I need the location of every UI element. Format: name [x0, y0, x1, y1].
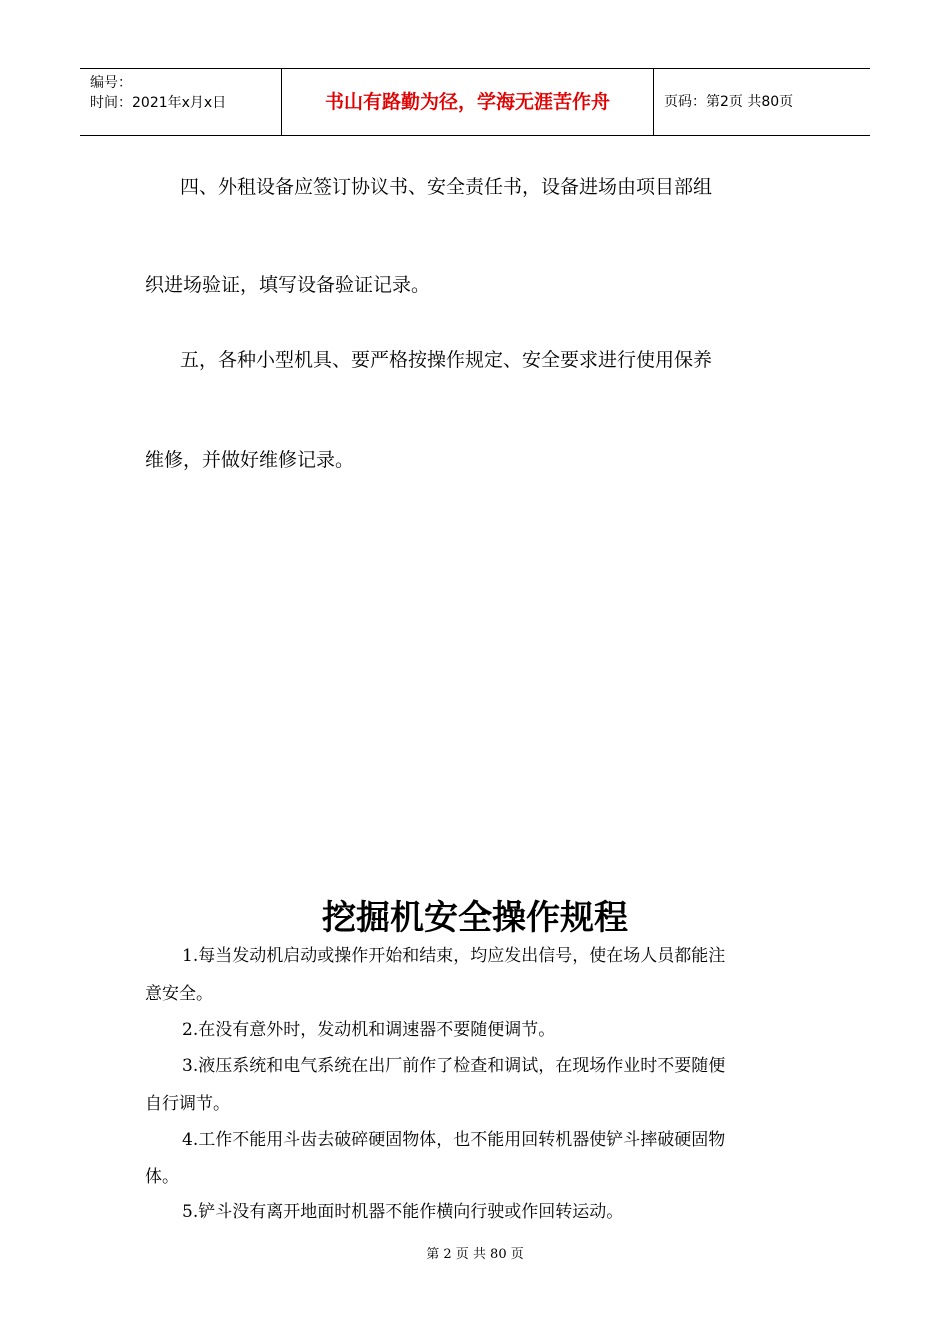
rule-2-line-1: 2.在没有意外时，发动机和调速器不要随便调节。 — [182, 1020, 556, 1040]
paragraph-5-line-1: 五，各种小型机具、要严格按操作规定、安全要求进行使用保养 — [180, 349, 713, 371]
page-footer: 第 2 页 共 80 页 — [426, 1247, 524, 1262]
paragraph-4-line-2: 织进场验证，填写设备验证记录。 — [145, 274, 431, 296]
rule-3-line-2: 自行调节。 — [145, 1094, 230, 1114]
header-page-info: 页码：第2页 共80页 — [664, 94, 794, 110]
paragraph-5-line-2: 维修，并做好维修记录。 — [145, 449, 355, 471]
date-label: 时间：2021年x月x日 — [90, 95, 227, 111]
rule-4-line-2: 体。 — [145, 1167, 179, 1187]
rule-4-line-1: 4.工作不能用斗齿去破碎硬固物体，也不能用回转机器使铲斗摔破硬固物 — [182, 1130, 726, 1150]
rule-1-line-1: 1.每当发动机启动或操作开始和结束，均应发出信号，使在场人员都能注 — [182, 946, 726, 966]
page-header — [80, 68, 870, 136]
paragraph-4-line-1: 四、外租设备应签订协议书、安全责任书，设备进场由项目部组 — [180, 176, 713, 198]
header-motto: 书山有路勤为径，学海无涯苦作舟 — [282, 69, 654, 135]
rule-1-line-2: 意安全。 — [145, 984, 213, 1004]
rule-5-line-1: 5.铲斗没有离开地面时机器不能作横向行驶或作回转运动。 — [182, 1202, 624, 1222]
header-meta — [80, 69, 282, 135]
section-title: 挖掘机安全操作规程 — [322, 898, 628, 938]
serial-number-label: 编号： — [90, 75, 132, 91]
rule-3-line-1: 3.液压系统和电气系统在出厂前作了检查和调试，在现场作业时不要随便 — [182, 1056, 726, 1076]
